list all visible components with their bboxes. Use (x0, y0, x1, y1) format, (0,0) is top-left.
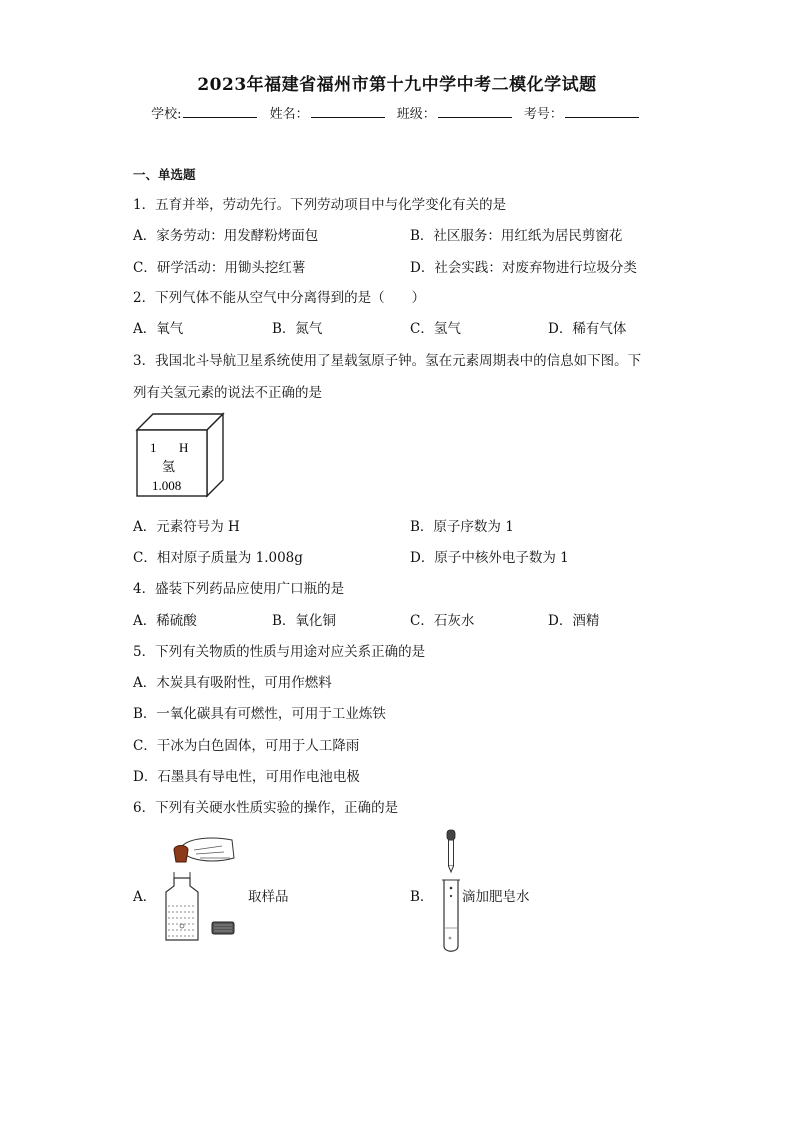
q5-option-c[interactable]: C．干冰为白色固体，可用于人工降雨 (133, 738, 360, 754)
q3-option-a[interactable]: A．元素符号为 H (133, 519, 240, 535)
q4-option-b[interactable]: B．氧化铜 (272, 613, 336, 629)
q1-stem: 1．五育并举，劳动先行。下列劳动项目中与化学变化有关的是 (133, 197, 507, 213)
school-label: 学校: (151, 107, 182, 122)
school-field[interactable] (151, 103, 261, 122)
class-field[interactable] (397, 103, 516, 122)
q1-option-b[interactable]: B．社区服务：用红纸为居民剪窗花 (410, 228, 623, 244)
q6-option-b-letter[interactable]: B． (410, 889, 434, 905)
q2-option-a[interactable]: A．氧气 (133, 321, 184, 337)
q3-stem-line2: 列有关氢元素的说法不正确的是 (133, 385, 322, 401)
q4-stem: 4．盛装下列药品应使用广口瓶的是 (133, 581, 345, 597)
q2-option-d[interactable]: D．稀有气体 (548, 321, 627, 337)
student-info-line (0, 103, 794, 122)
q5-option-d[interactable]: D．石墨具有导电性，可用作电池电极 (133, 769, 360, 785)
name-field[interactable] (270, 103, 389, 122)
q3-stem-line1: 3．我国北斗导航卫星系统使用了星载氢原子钟。氢在元素周期表中的信息如下图。下 (133, 353, 642, 369)
q1-option-d[interactable]: D．社会实践：对废弃物进行垃圾分类 (410, 260, 637, 276)
q6-option-a-caption: 取样品 (248, 889, 289, 905)
q5-option-b[interactable]: B．一氧化碳具有可燃性，可用于工业炼铁 (133, 706, 386, 722)
q5-stem: 5．下列有关物质的性质与用途对应关系正确的是 (133, 644, 426, 660)
element-symbol: H (179, 440, 189, 455)
name-blank[interactable] (311, 105, 385, 118)
name-label: 姓名： (269, 107, 309, 122)
page-title: 2023年福建省福州市第十九中学中考二模化学试题 (197, 75, 597, 95)
class-label: 班级： (396, 107, 436, 122)
school-blank[interactable] (183, 105, 257, 118)
exam-number-label: 考号： (523, 107, 563, 122)
q4-option-a[interactable]: A．稀硫酸 (133, 613, 197, 629)
q4-option-c[interactable]: C．石灰水 (410, 613, 475, 629)
q2-option-b[interactable]: B．氮气 (272, 321, 323, 337)
element-number: 1 (150, 440, 157, 455)
element-name: 氢 (162, 460, 176, 475)
q3-option-b[interactable]: B．原子序数为 1 (410, 519, 514, 535)
q6-option-b-caption: 滴加肥皂水 (462, 889, 530, 905)
element-mass: 1.008 (152, 478, 182, 493)
q2-option-c[interactable]: C．氢气 (410, 321, 461, 337)
q6-option-a-letter[interactable]: A． (133, 889, 157, 905)
q5-option-a[interactable]: A．木炭具有吸附性，可用作燃料 (133, 675, 332, 691)
q4-option-d[interactable]: D．酒精 (548, 613, 600, 629)
q3-option-c[interactable]: C．相对原子质量为 1.008g (133, 550, 303, 566)
q3-option-d[interactable]: D．原子中核外电子数为 1 (410, 550, 569, 566)
q2-stem: 2．下列气体不能从空气中分离得到的是（ ） (133, 290, 426, 306)
section-title: 一、单选题 (133, 167, 196, 182)
exam-number-blank[interactable] (565, 105, 639, 118)
hydrogen-element-cell (134, 410, 226, 500)
q6-stem: 6．下列有关硬水性质实验的操作，正确的是 (133, 800, 399, 816)
take-sample-illustration (160, 836, 240, 946)
class-blank[interactable] (438, 105, 512, 118)
q1-option-a[interactable]: A．家务劳动：用发酵粉烤面包 (133, 228, 319, 244)
exam-number-field[interactable] (524, 103, 643, 122)
q1-option-c[interactable]: C．研学活动：用锄头挖红薯 (133, 260, 306, 276)
